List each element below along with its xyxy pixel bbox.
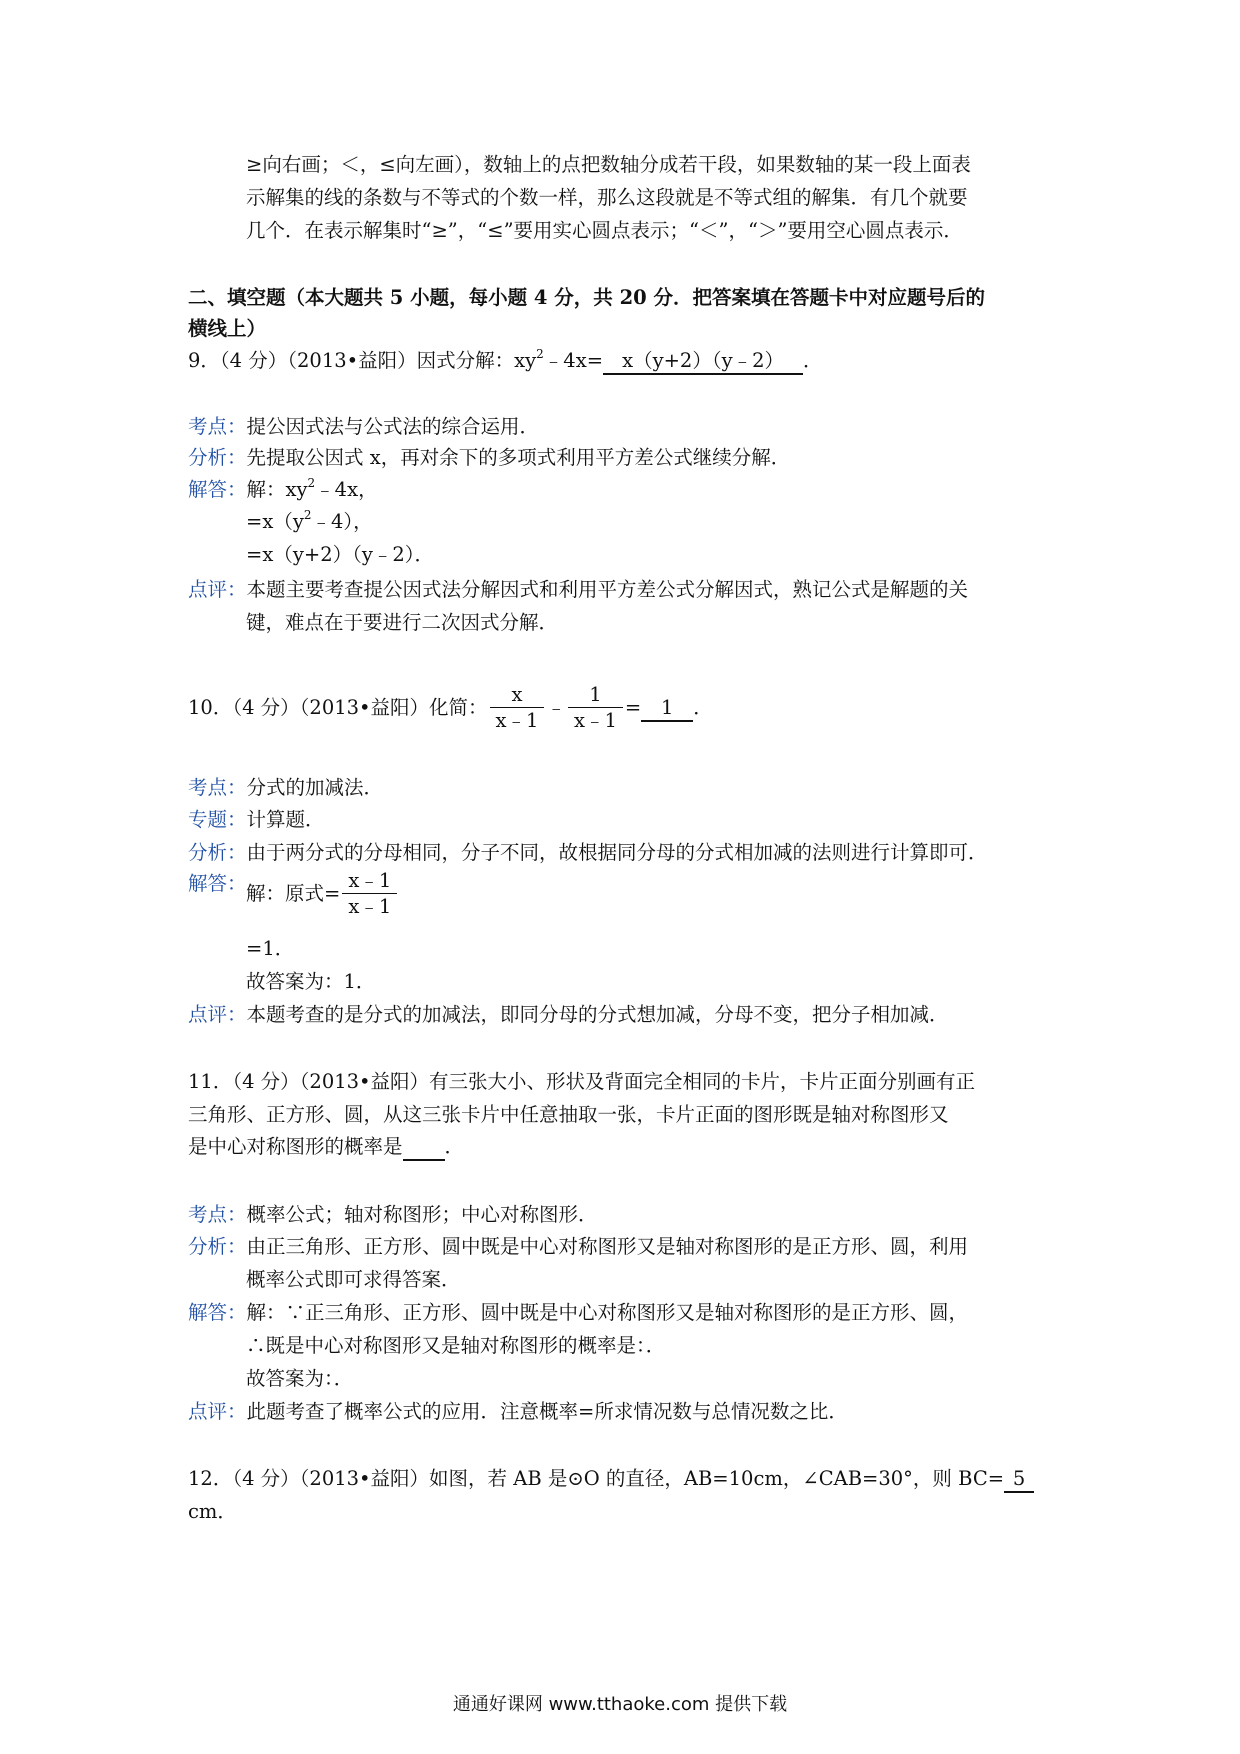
q10-stem-text: 10．（4 分）（2013•益阳）化简：	[188, 696, 488, 719]
q9-step-2	[246, 507, 373, 539]
kaodian-label: 考点：	[188, 776, 247, 799]
q9-dianping-line-2: 键，难点在于要进行二次因式分解．	[246, 611, 559, 634]
q9-kaodian-text: 提公因式法与公式法的综合运用．	[246, 415, 540, 438]
q10-answer-blank: 1	[641, 696, 693, 722]
jieda-label: 解答：	[188, 478, 247, 501]
kaodian-label: 考点：	[188, 415, 247, 438]
q11-stem-text: 是中心对称图形的概率是	[188, 1135, 403, 1158]
q10-kaodian-text: 分式的加减法．	[246, 776, 384, 799]
q10-dianping	[188, 1000, 949, 1030]
q10-jieda-label-line	[188, 869, 247, 899]
q9-dianping	[188, 575, 968, 605]
q11-fenxi-text-1: 由正三角形、正方形、圆中既是中心对称图形又是轴对称图形的是正方形、圆，利用	[246, 1235, 969, 1258]
q10-step-1-text: 解：原式=	[246, 882, 341, 905]
intro-line-1: ≥向右画；＜，≤向左画），数轴上的点把数轴分成若干段，如果数轴的某一段上面表	[246, 153, 971, 176]
q10-step-1-fraction	[342, 869, 397, 920]
q9-stem-text-2: ﹣4x=	[543, 349, 604, 372]
section-heading-line-1: 二、填空题（本大题共 5 小题，每小题 4 分，共 20 分．把答案填在答题卡中对应题号后的	[188, 286, 986, 309]
q10-fraction-1	[490, 683, 545, 734]
kaodian-label: 考点：	[188, 1203, 247, 1226]
q10-dianping-text: 本题考查的是分式的加减法，即同分母的分式想加减，分母不变，把分子相加减．	[246, 1003, 949, 1026]
q11-dianping-text: 此题考查了概率公式的应用．注意概率=所求情况数与总情况数之比．	[246, 1400, 848, 1423]
jieda-label: 解答：	[188, 872, 247, 895]
q11-step-1: 解：∵正三角形、正方形、圆中既是中心对称图形又是轴对称图形的是正方形、圆，	[246, 1301, 969, 1324]
q11-jieda	[188, 1298, 968, 1328]
q10-fraction-1-denominator: x﹣1	[490, 707, 545, 734]
q9-dianping-text-1: 本题主要考查提公因式法分解因式和利用平方差公式分解因式，熟记公式是解题的关	[246, 578, 969, 601]
q10-step-2: =1．	[246, 937, 295, 960]
zhuanti-label: 专题：	[188, 808, 247, 831]
section-heading-line-2: 横线上）	[188, 317, 267, 340]
q10-fenxi-text: 由于两分式的分母相同，分子不同，故根据同分母的分式相加减的法则进行计算即可．	[246, 841, 988, 864]
q10-minus: ﹣	[546, 696, 566, 719]
q10-end: ．	[693, 696, 713, 719]
q10-step-1	[246, 864, 399, 924]
q10-fraction-2-numerator: 1	[589, 683, 602, 706]
jieda-label: 解答：	[188, 1301, 247, 1324]
fenxi-label: 分析：	[188, 1235, 247, 1258]
q9-step-1-sup: 2	[307, 476, 316, 490]
dianping-label: 点评：	[188, 578, 247, 601]
q9-kaodian	[188, 412, 539, 442]
q9-fenxi-text: 先提取公因式 x，再对余下的多项式利用平方差公式继续分解．	[246, 446, 791, 469]
q11-stem-line-1: 11．（4 分）（2013•益阳）有三张大小、形状及背面完全相同的卡片，卡片正面分别画有正	[188, 1070, 976, 1093]
q12-stem-line-2: cm．	[188, 1500, 237, 1523]
q10-step-1-numerator: x﹣1	[348, 869, 392, 892]
q10-zhuanti-text: 计算题．	[246, 808, 325, 831]
q12-answer-blank: 5	[1004, 1467, 1034, 1493]
q10-step-3: 故答案为：1．	[246, 970, 376, 993]
intro-line-2: 示解集的线的条数与不等式的个数一样，那么这段就是不等式组的解集．有几个就要	[246, 186, 968, 209]
q10-step-1-denominator: x﹣1	[342, 893, 397, 920]
q9-step-2-a: =x（y	[246, 510, 304, 533]
q12-stem-text: 12．（4 分）（2013•益阳）如图，若 AB 是⊙O 的直径，AB=10cm，∠CAB=30°，则 BC=	[188, 1467, 1005, 1490]
q10-stem	[188, 678, 713, 738]
q9-step-3: =x（y+2）（y﹣2）．	[246, 543, 435, 566]
q11-dianping	[188, 1397, 848, 1427]
q9-answer-blank: x（y+2）（y﹣2）	[603, 349, 803, 375]
q11-fenxi-line-2: 概率公式即可求得答案．	[246, 1268, 461, 1291]
q9-step-2-sup: 2	[303, 508, 312, 522]
q9-stem-text: 9．（4 分）（2013•益阳）因式分解：xy	[188, 349, 537, 372]
q11-kaodian-text: 概率公式；轴对称图形；中心对称图形．	[246, 1203, 598, 1226]
q10-equals: =	[624, 696, 642, 719]
q9-jieda	[188, 475, 378, 507]
q11-end: ．	[444, 1135, 465, 1158]
q12-stem-line-1	[188, 1464, 1034, 1494]
dianping-label: 点评：	[188, 1003, 247, 1026]
q11-step-2: ∴既是中心对称图形又是轴对称图形的概率是：．	[246, 1334, 666, 1357]
intro-line-3: 几个．在表示解集时“≥”，“≤”要用实心圆点表示；“＜”，“＞”要用空心圆点表示．	[246, 219, 963, 242]
q11-stem-line-2: 三角形、正方形、圆，从这三张卡片中任意抽取一张，卡片正面的图形既是轴对称图形又	[188, 1103, 949, 1126]
q10-zhuanti	[188, 805, 325, 835]
q9-fenxi	[188, 443, 790, 473]
q11-fenxi	[188, 1232, 968, 1262]
q10-fraction-2	[568, 683, 623, 734]
q9-step-1-b: ﹣4x，	[315, 478, 378, 501]
q11-answer-blank	[403, 1135, 445, 1161]
page-footer: 通通好课网 www.tthaoke.com 提供下载	[452, 1694, 788, 1715]
q11-kaodian	[188, 1200, 598, 1230]
q9-superscript: 2	[536, 347, 544, 361]
q11-step-3: 故答案为：．	[246, 1367, 354, 1390]
q9-step-2-b: ﹣4），	[311, 510, 373, 533]
q9-end: ．	[803, 349, 823, 372]
fenxi-label: 分析：	[188, 446, 247, 469]
q9-step-1: 解：xy	[246, 478, 308, 501]
q9-stem	[188, 346, 823, 378]
q10-fraction-1-numerator: x	[511, 683, 523, 706]
q11-stem-line-3	[188, 1132, 464, 1162]
q10-fraction-2-denominator: x﹣1	[568, 707, 623, 734]
fenxi-label: 分析：	[188, 841, 247, 864]
q10-kaodian	[188, 773, 383, 803]
dianping-label: 点评：	[188, 1400, 247, 1423]
